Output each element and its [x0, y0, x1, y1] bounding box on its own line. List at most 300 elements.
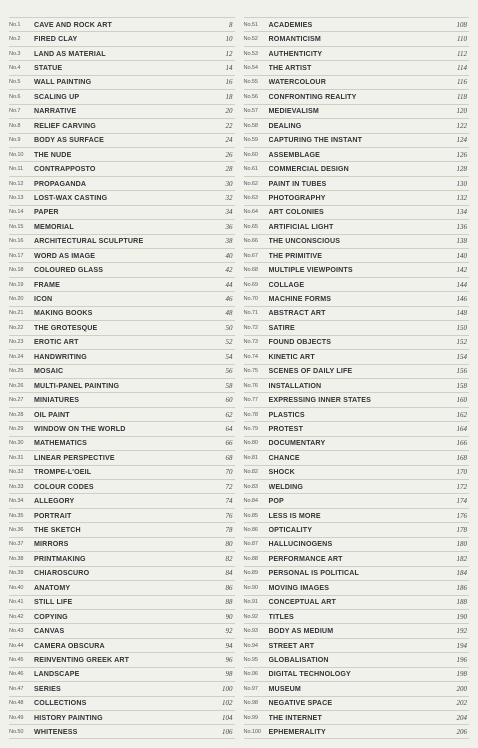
- entry-page-number: 38: [225, 237, 233, 246]
- entry-number: No.68: [243, 267, 258, 274]
- contents-entry: [9, 667, 235, 681]
- entry-page-number: 108: [456, 20, 467, 29]
- entry-page-number: 28: [225, 165, 233, 174]
- entry-number: No.49: [9, 714, 24, 721]
- entry-number: No.90: [243, 584, 258, 591]
- contents-entry: [9, 392, 235, 406]
- entry-page-number: 32: [225, 193, 233, 202]
- entry-title: MEDIEVALISM: [268, 107, 319, 116]
- entry-number: No.25: [9, 368, 24, 375]
- entry-page-number: 18: [225, 92, 233, 101]
- contents-entry: [244, 176, 470, 190]
- entry-number: No.15: [9, 223, 24, 230]
- entry-title: STREET ART: [268, 641, 315, 650]
- entry-title: DIGITAL TECHNOLOGY: [268, 670, 351, 679]
- entry-number: No.67: [243, 252, 258, 259]
- entry-page-number: 114: [457, 64, 467, 73]
- entry-title: SATIRE: [268, 323, 295, 332]
- entry-title: AUTHENTICITY: [268, 49, 323, 58]
- entry-page-number: 104: [222, 713, 233, 722]
- entry-title: WORD AS IMAGE: [34, 251, 96, 260]
- entry-title: LINEAR PERSPECTIVE: [34, 453, 115, 462]
- entry-title: FIRED CLAY: [34, 35, 78, 44]
- entry-title: MOSAIC: [34, 367, 64, 376]
- entry-title: MACHINE FORMS: [268, 295, 332, 304]
- entry-page-number: 150: [456, 323, 467, 332]
- entry-number: No.57: [243, 108, 258, 115]
- contents-entry: [244, 104, 470, 118]
- entry-title: CANVAS: [34, 627, 65, 636]
- entry-page-number: 94: [225, 641, 233, 650]
- contents-entry: [244, 696, 470, 710]
- entry-page-number: 80: [225, 540, 233, 549]
- entry-number: No.35: [9, 512, 24, 519]
- entry-page-number: 204: [456, 713, 467, 722]
- entry-title: RELIEF CARVING: [34, 121, 96, 130]
- entry-page-number: 76: [225, 511, 233, 520]
- contents-entry: [244, 378, 470, 392]
- entry-number: No.4: [9, 65, 21, 72]
- entry-page-number: 174: [456, 497, 467, 506]
- entry-title: STATUE: [34, 64, 63, 73]
- contents-entry: [9, 219, 235, 233]
- entry-title: ABSTRACT ART: [268, 309, 326, 318]
- entry-title: SCENES OF DAILY LIFE: [268, 367, 353, 376]
- contents-entry: [9, 147, 235, 161]
- entry-title: ICON: [34, 295, 53, 304]
- entry-number: No.99: [243, 714, 258, 721]
- entry-title: MEMORIAL: [34, 222, 74, 231]
- contents-entry: [9, 89, 235, 103]
- entry-number: No.61: [243, 166, 258, 173]
- entry-title: CHIAROSCURO: [34, 569, 90, 578]
- entry-number: No.21: [9, 310, 24, 317]
- entry-title: ANATOMY: [34, 583, 71, 592]
- entry-page-number: 118: [457, 92, 467, 101]
- entry-page-number: 168: [456, 453, 467, 462]
- entry-title: WELDING: [268, 482, 304, 491]
- contents-entry: [9, 291, 235, 305]
- entry-title: COLLECTIONS: [34, 699, 87, 708]
- entry-title: PLASTICS: [268, 410, 305, 419]
- entry-title: EXPRESSING INNER STATES: [268, 396, 372, 405]
- contents-entry: [9, 277, 235, 291]
- contents-entry: [244, 667, 470, 681]
- entry-number: No.70: [243, 296, 258, 303]
- contents-entry: [9, 537, 235, 551]
- entry-title: CONCEPTUAL ART: [268, 598, 337, 607]
- entry-page-number: 82: [225, 554, 233, 563]
- entry-title: BODY AS MEDIUM: [268, 627, 334, 636]
- entry-title: ASSEMBLAGE: [268, 150, 321, 159]
- entry-page-number: 166: [456, 439, 467, 448]
- entry-page-number: 70: [225, 468, 233, 477]
- entry-title: DEALING: [268, 121, 302, 130]
- entry-title: SERIES: [34, 684, 61, 693]
- entry-number: No.71: [243, 310, 258, 317]
- entry-page-number: 162: [456, 410, 467, 419]
- entry-number: No.22: [9, 324, 24, 331]
- entry-number: No.51: [243, 21, 258, 28]
- contents-entry: [9, 696, 235, 710]
- entry-title: MINIATURES: [34, 396, 80, 405]
- entry-number: No.84: [243, 498, 258, 505]
- entry-title: PERSONAL IS POLITICAL: [268, 569, 360, 578]
- contents-entry: [244, 60, 470, 74]
- entry-title: COLOURED GLASS: [34, 266, 104, 275]
- contents-entry: [244, 508, 470, 522]
- entry-number: No.63: [243, 194, 258, 201]
- entry-title: ROMANTICISM: [268, 35, 321, 44]
- contents-entry: [9, 17, 235, 31]
- entry-number: No.32: [9, 469, 24, 476]
- entry-number: No.24: [9, 353, 24, 360]
- contents-entry: [9, 335, 235, 349]
- entry-number: No.58: [243, 122, 258, 129]
- entry-number: No.74: [243, 353, 258, 360]
- contents-entry: [9, 508, 235, 522]
- entry-title: COLLAGE: [268, 280, 305, 289]
- contents-entry: [244, 450, 470, 464]
- entry-page-number: 46: [225, 295, 233, 304]
- entry-number: No.12: [9, 180, 24, 187]
- entry-title: LANDSCAPE: [34, 670, 80, 679]
- entry-title: GLOBALISATION: [268, 655, 329, 664]
- entry-number: No.1: [9, 21, 21, 28]
- entry-title: COPYING: [34, 612, 68, 621]
- entry-title: THE SKETCH: [34, 526, 81, 535]
- entry-title: ARCHITECTURAL SCULPTURE: [34, 237, 144, 246]
- contents-entry: [244, 46, 470, 60]
- contents-entry: [244, 551, 470, 565]
- entry-title: COMMERCIAL DESIGN: [268, 165, 349, 174]
- contents-entry: [9, 31, 235, 45]
- contents-entry: [9, 681, 235, 695]
- entry-number: No.6: [9, 93, 21, 100]
- entry-title: LOST-WAX CASTING: [34, 193, 108, 202]
- contents-entry: [9, 60, 235, 74]
- entry-title: REINVENTING GREEK ART: [34, 655, 130, 664]
- contents-entry: [244, 623, 470, 637]
- contents-entry: [9, 133, 235, 147]
- entry-number: No.38: [9, 555, 24, 562]
- entry-title: MIRRORS: [34, 540, 69, 549]
- entry-page-number: 54: [225, 352, 233, 361]
- entry-page-number: 188: [456, 598, 467, 607]
- contents-entry: [9, 724, 235, 738]
- entry-page-number: 20: [225, 107, 233, 116]
- contents-entry: [244, 493, 470, 507]
- entry-page-number: 40: [225, 251, 233, 260]
- entry-page-number: 58: [225, 381, 233, 390]
- entry-page-number: 84: [225, 569, 233, 578]
- entry-title: SHOCK: [268, 468, 295, 477]
- entry-page-number: 8: [229, 20, 233, 29]
- entry-number: No.96: [243, 671, 258, 678]
- entry-page-number: 122: [456, 121, 467, 130]
- entry-title: THE GROTESQUE: [34, 323, 98, 332]
- contents-column-left: [9, 17, 235, 748]
- contents-entry: [244, 436, 470, 450]
- entry-page-number: 182: [456, 554, 467, 563]
- entry-number: No.44: [9, 642, 24, 649]
- entry-number: No.13: [9, 194, 24, 201]
- contents-entry: [9, 566, 235, 580]
- entry-page-number: 42: [225, 266, 233, 275]
- entry-number: No.83: [243, 483, 258, 490]
- entry-page-number: 186: [456, 583, 467, 592]
- entry-number: No.80: [243, 440, 258, 447]
- entry-number: No.47: [9, 685, 24, 692]
- entry-page-number: 44: [225, 280, 233, 289]
- entry-page-number: 106: [222, 727, 233, 736]
- contents-entry: [9, 421, 235, 435]
- entry-title: HALLUCINOGENS: [268, 540, 333, 549]
- entry-page-number: 158: [456, 381, 467, 390]
- contents-entry: [244, 609, 470, 623]
- entry-page-number: 96: [225, 655, 233, 664]
- entry-page-number: 134: [456, 208, 467, 217]
- entry-page-number: 154: [456, 352, 467, 361]
- entry-page-number: 198: [456, 670, 467, 679]
- entry-title: KINETIC ART: [268, 352, 315, 361]
- entry-number: No.2: [9, 36, 21, 43]
- entry-page-number: 64: [225, 424, 233, 433]
- entry-title: PAINT IN TUBES: [268, 179, 327, 188]
- entry-number: No.81: [243, 454, 258, 461]
- contents-entry: [244, 407, 470, 421]
- contents-entry: [244, 580, 470, 594]
- entry-page-number: 196: [456, 655, 467, 664]
- contents-entry: [9, 436, 235, 450]
- entry-page-number: 194: [456, 641, 467, 650]
- entry-page-number: 88: [225, 598, 233, 607]
- entry-number: No.11: [9, 166, 24, 173]
- entry-page-number: 120: [456, 107, 467, 116]
- contents-entry: [9, 118, 235, 132]
- entry-number: No.56: [243, 93, 258, 100]
- entry-page-number: 14: [225, 64, 233, 73]
- entry-title: CAVE AND ROCK ART: [34, 20, 112, 29]
- entry-title: NARRATIVE: [34, 107, 77, 116]
- contents-entry: [244, 118, 470, 132]
- contents-entry: [244, 364, 470, 378]
- entry-number: No.33: [9, 483, 24, 490]
- entry-page-number: 144: [456, 280, 467, 289]
- entry-title: THE INTERNET: [268, 713, 322, 722]
- entry-number: No.53: [243, 50, 258, 57]
- entry-page-number: 152: [456, 338, 467, 347]
- entry-page-number: 138: [456, 237, 467, 246]
- entry-number: No.100: [243, 728, 261, 735]
- entry-number: No.39: [9, 570, 24, 577]
- contents-entry: [244, 248, 470, 262]
- entry-number: No.79: [243, 425, 258, 432]
- entry-number: No.76: [243, 382, 258, 389]
- contents-entry: [9, 493, 235, 507]
- entry-page-number: 200: [456, 684, 467, 693]
- entry-title: MAKING BOOKS: [34, 309, 93, 318]
- entry-page-number: 116: [457, 78, 467, 87]
- entry-title: DOCUMENTARY: [268, 439, 326, 448]
- entry-number: No.17: [9, 252, 24, 259]
- entry-title: ARTIFICIAL LIGHT: [268, 222, 334, 231]
- entry-page-number: 140: [456, 251, 467, 260]
- entry-title: EROTIC ART: [34, 338, 79, 347]
- entry-title: STILL LIFE: [34, 598, 73, 607]
- entry-page-number: 60: [225, 396, 233, 405]
- entry-page-number: 132: [456, 193, 467, 202]
- contents-entry: [9, 710, 235, 724]
- entry-title: INSTALLATION: [268, 381, 322, 390]
- contents-column-right: [244, 17, 470, 748]
- entry-page-number: 124: [456, 136, 467, 145]
- contents-entry: [244, 335, 470, 349]
- entry-page-number: 36: [225, 222, 233, 231]
- entry-number: No.62: [243, 180, 258, 187]
- entry-title: OPTICALITY: [268, 526, 313, 535]
- entry-page-number: 128: [456, 165, 467, 174]
- contents-entry: [244, 595, 470, 609]
- entry-number: No.48: [9, 700, 24, 707]
- entry-number: No.14: [9, 209, 24, 216]
- entry-number: No.26: [9, 382, 24, 389]
- entry-title: ALLEGORY: [34, 497, 75, 506]
- entry-page-number: 98: [225, 670, 233, 679]
- contents-entry: [244, 652, 470, 666]
- entry-page-number: 184: [456, 569, 467, 578]
- entry-page-number: 142: [456, 266, 467, 275]
- entry-page-number: 66: [225, 439, 233, 448]
- entry-title: HISTORY PAINTING: [34, 713, 103, 722]
- entry-page-number: 78: [225, 526, 233, 535]
- contents-entry: [244, 219, 470, 233]
- entry-number: No.85: [243, 512, 258, 519]
- entry-title: THE UNCONSCIOUS: [268, 237, 341, 246]
- entry-title: POP: [268, 497, 284, 506]
- entry-page-number: 62: [225, 410, 233, 419]
- contents-entry: [9, 320, 235, 334]
- entry-number: No.34: [9, 498, 24, 505]
- entry-title: PORTRAIT: [34, 511, 72, 520]
- entry-page-number: 12: [225, 49, 233, 58]
- entry-title: SCALING UP: [34, 92, 80, 101]
- contents-entry: [9, 465, 235, 479]
- entry-title: LESS IS MORE: [268, 511, 321, 520]
- contents-entry: [9, 104, 235, 118]
- contents-entry: [244, 306, 470, 320]
- entry-number: No.23: [9, 339, 24, 346]
- contents-entry: [9, 652, 235, 666]
- entry-page-number: 202: [456, 699, 467, 708]
- entry-number: No.88: [243, 555, 258, 562]
- entry-page-number: 170: [456, 468, 467, 477]
- entry-number: No.7: [9, 108, 21, 115]
- entry-title: OIL PAINT: [34, 410, 70, 419]
- entry-number: No.72: [243, 324, 258, 331]
- entry-number: No.93: [243, 628, 258, 635]
- entry-page-number: 24: [225, 136, 233, 145]
- entry-title: LAND AS MATERIAL: [34, 49, 106, 58]
- entry-page-number: 160: [456, 396, 467, 405]
- entry-number: No.77: [243, 397, 258, 404]
- entry-title: FOUND OBJECTS: [268, 338, 332, 347]
- entry-number: No.18: [9, 267, 24, 274]
- contents-entry: [244, 522, 470, 536]
- contents-entry: [9, 306, 235, 320]
- entry-page-number: 26: [225, 150, 233, 159]
- contents-entry: [9, 46, 235, 60]
- entry-title: MOVING IMAGES: [268, 583, 330, 592]
- entry-page-number: 86: [225, 583, 233, 592]
- entry-number: No.98: [243, 700, 258, 707]
- contents-entry: [9, 190, 235, 204]
- entry-page-number: 180: [456, 540, 467, 549]
- entry-number: No.43: [9, 628, 24, 635]
- entry-page-number: 72: [225, 482, 233, 491]
- entry-number: No.29: [9, 425, 24, 432]
- entry-title: THE ARTIST: [268, 64, 312, 73]
- contents-entry: [244, 133, 470, 147]
- entry-title: CONFRONTING REALITY: [268, 92, 357, 101]
- entry-number: No.82: [243, 469, 258, 476]
- contents-entry: [9, 176, 235, 190]
- entry-page-number: 22: [225, 121, 233, 130]
- entry-number: No.59: [243, 137, 258, 144]
- contents-entry: [244, 75, 470, 89]
- entry-title: THE PRIMITIVE: [268, 251, 323, 260]
- entry-page-number: 16: [225, 78, 233, 87]
- entry-number: No.41: [9, 599, 24, 606]
- entry-number: No.42: [9, 613, 24, 620]
- entry-title: FRAME: [34, 280, 60, 289]
- entry-title: COLOUR CODES: [34, 482, 94, 491]
- entry-page-number: 190: [456, 612, 467, 621]
- entry-title: WALL PAINTING: [34, 78, 92, 87]
- entry-title: TITLES: [268, 612, 294, 621]
- entry-number: No.65: [243, 223, 258, 230]
- contents-entry: [9, 234, 235, 248]
- entry-title: CAPTURING THE INSTANT: [268, 136, 363, 145]
- entry-title: MUSEUM: [268, 684, 301, 693]
- contents-entry: [244, 681, 470, 695]
- entry-number: No.28: [9, 411, 24, 418]
- entry-number: No.50: [9, 728, 24, 735]
- contents-entry: [9, 378, 235, 392]
- entry-title: ACADEMIES: [268, 20, 313, 29]
- entry-page-number: 52: [225, 338, 233, 347]
- contents-entry: [9, 262, 235, 276]
- entry-title: BODY AS SURFACE: [34, 136, 105, 145]
- entry-page-number: 74: [225, 497, 233, 506]
- entry-title: PERFORMANCE ART: [268, 554, 343, 563]
- contents-entry: [244, 161, 470, 175]
- entry-title: MULTI-PANEL PAINTING: [34, 381, 120, 390]
- contents-entry: [244, 479, 470, 493]
- entry-title: PROTEST: [268, 424, 304, 433]
- contents-entry: [244, 566, 470, 580]
- contents-entry: [244, 537, 470, 551]
- entry-page-number: 50: [225, 323, 233, 332]
- entry-number: No.9: [9, 137, 21, 144]
- entry-title: WATERCOLOUR: [268, 78, 326, 87]
- entry-page-number: 34: [225, 208, 233, 217]
- entry-page-number: 164: [456, 424, 467, 433]
- entry-title: CONTRAPPOSTO: [34, 165, 96, 174]
- contents-entry: [244, 89, 470, 103]
- entry-number: No.92: [243, 613, 258, 620]
- contents-entry: [244, 392, 470, 406]
